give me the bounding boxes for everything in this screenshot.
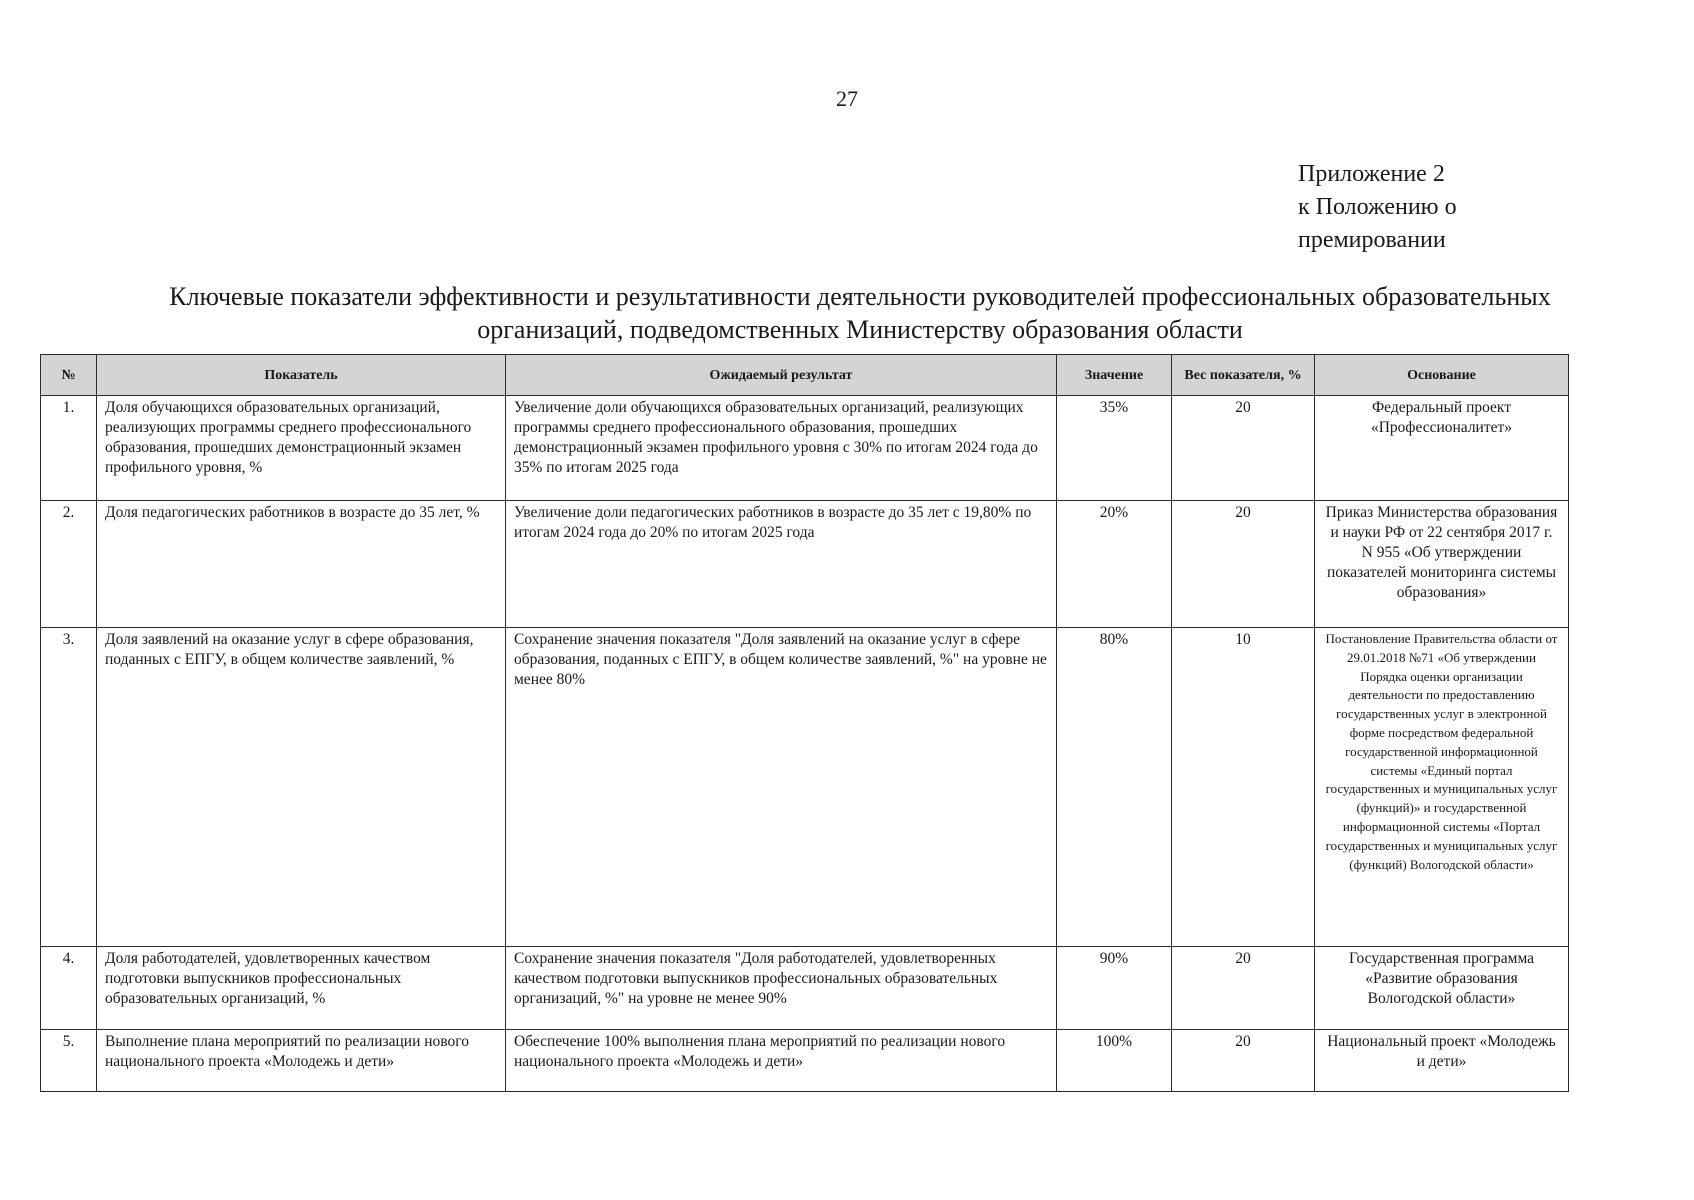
row-weight: 20 — [1172, 501, 1315, 628]
kpi-table — [40, 354, 1569, 1092]
table-row — [41, 947, 1569, 1030]
table-row — [41, 1030, 1569, 1092]
row-number: 4. — [41, 947, 97, 1030]
title-line: Ключевые показатели эффективности и результативности деятельности руководителей профессиональных образовательных — [169, 282, 1551, 311]
row-weight: 20 — [1172, 1030, 1315, 1092]
row-basis: Национальный проект «Молодежь и дети» — [1315, 1030, 1569, 1092]
row-value: 100% — [1057, 1030, 1172, 1092]
table-row — [41, 396, 1569, 501]
table-row — [41, 501, 1569, 628]
row-value: 80% — [1057, 628, 1172, 947]
row-expected-result: Увеличение доли обучающихся образовательных организаций, реализующих программы среднего профессионального образования, прошедших демонстрационный экзамен профильного уровня с 30% по итогам 2024 года до 35% по итогам 2025 года — [506, 396, 1057, 501]
row-expected-result: Сохранение значения показателя "Доля заявлений на оказание услуг в сфере образования, поданных с ЕПГУ, в общем количестве заявлений, %" на уровне не менее 80% — [506, 628, 1057, 947]
header-num: № — [41, 355, 97, 396]
title-line: организаций, подведомственных Министерству образования области — [477, 315, 1243, 344]
table-header-row — [41, 355, 1569, 396]
row-value: 35% — [1057, 396, 1172, 501]
page-number: 27 — [836, 86, 858, 111]
row-indicator: Доля педагогических работников в возрасте до 35 лет, % — [97, 501, 506, 628]
row-indicator: Доля работодателей, удовлетворенных качеством подготовки выпускников профессиональных образовательных организаций, % — [97, 947, 506, 1030]
header-value: Значение — [1057, 355, 1172, 396]
row-expected-result: Увеличение доли педагогических работников в возрасте до 35 лет с 19,80% по итогам 2024 года до 20% по итогам 2025 года — [506, 501, 1057, 628]
row-indicator: Доля заявлений на оказание услуг в сфере образования, поданных с ЕПГУ, в общем количестве заявлений, % — [97, 628, 506, 947]
row-basis: Постановление Правительства области от 29.01.2018 №71 «Об утверждении Порядка оценки организации деятельности по предоставлению государственных услуг в электронной форме посредством федеральной государственной информационной системы «Единый портал государственных и муниципальных услуг (функций)» и государственной информационной системы «Портал государственных и муниципальных услуг (функций) Вологодской области» — [1315, 628, 1569, 947]
header-expected-result: Ожидаемый результат — [506, 355, 1057, 396]
row-weight: 20 — [1172, 947, 1315, 1030]
row-basis: Федеральный проект «Профессионалитет» — [1315, 396, 1569, 501]
header-indicator: Показатель — [97, 355, 506, 396]
row-value: 90% — [1057, 947, 1172, 1030]
document-title — [60, 280, 1660, 346]
appendix-line: Приложение 2 — [1298, 161, 1445, 187]
row-weight: 10 — [1172, 628, 1315, 947]
row-basis: Государственная программа «Развитие образования Вологодской области» — [1315, 947, 1569, 1030]
row-indicator: Доля обучающихся образовательных организаций, реализующих программы среднего профессионального образования, прошедших демонстрационный экзамен профильного уровня, % — [97, 396, 506, 501]
row-number: 2. — [41, 501, 97, 628]
row-value: 20% — [1057, 501, 1172, 628]
row-number: 3. — [41, 628, 97, 947]
row-number: 1. — [41, 396, 97, 501]
row-expected-result: Обеспечение 100% выполнения плана мероприятий по реализации нового национального проекта «Молодежь и дети» — [506, 1030, 1057, 1092]
appendix-note — [1298, 158, 1457, 257]
header-weight: Вес показателя, % — [1172, 355, 1315, 396]
table-row — [41, 628, 1569, 947]
row-weight: 20 — [1172, 396, 1315, 501]
row-expected-result: Сохранение значения показателя "Доля работодателей, удовлетворенных качеством подготовки выпускников профессиональных образовательных организаций, %" на уровне не менее 90% — [506, 947, 1057, 1030]
appendix-line: к Положению о — [1298, 194, 1457, 220]
row-number: 5. — [41, 1030, 97, 1092]
header-basis: Основание — [1315, 355, 1569, 396]
appendix-line: премировании — [1298, 227, 1446, 253]
row-indicator: Выполнение плана мероприятий по реализации нового национального проекта «Молодежь и дети» — [97, 1030, 506, 1092]
row-basis: Приказ Министерства образования и науки РФ от 22 сентября 2017 г. N 955 «Об утверждении показателей мониторинга системы образования» — [1315, 501, 1569, 628]
